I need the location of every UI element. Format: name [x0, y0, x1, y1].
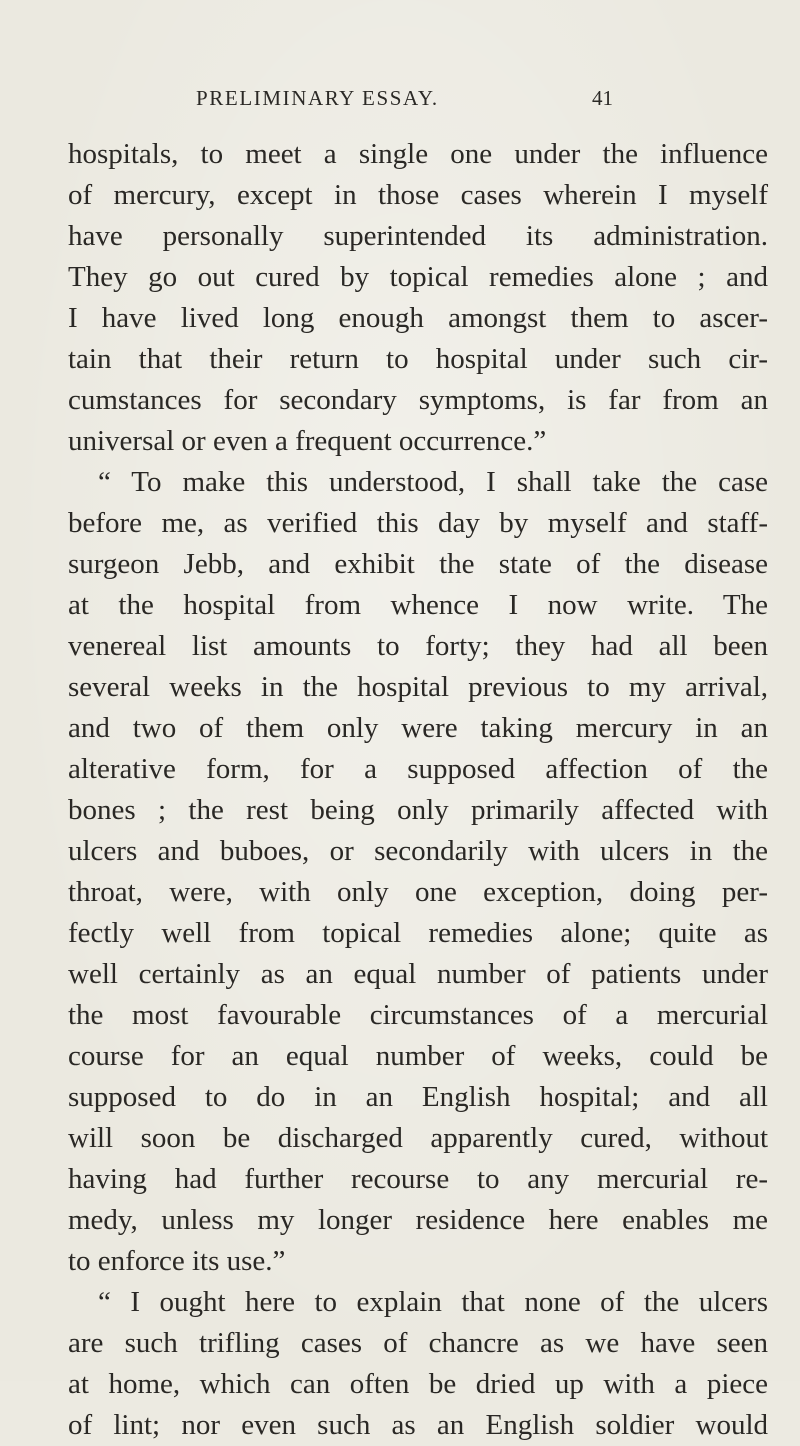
text-line: and two of them only were taking mercury in an [68, 712, 768, 744]
text-line: hospitals, to meet a single one under the influence [68, 138, 768, 170]
text-line: “ I ought here to explain that none of the ulcers [98, 1286, 768, 1318]
running-title: PRELIMINARY ESSAY. [196, 86, 439, 110]
text-line: I have lived long enough amongst them to ascer- [68, 302, 768, 334]
page-number: 41 [592, 86, 613, 110]
text-line: of lint; nor even such as an English soldier would [68, 1409, 768, 1441]
text-line: “ To make this understood, I shall take the case [98, 466, 768, 498]
text-line: will soon be discharged apparently cured, without [68, 1122, 768, 1154]
text-line: fectly well from topical remedies alone; quite as [68, 917, 768, 949]
text-line: course for an equal number of weeks, could be [68, 1040, 768, 1072]
text-line: alterative form, for a supposed affection of the [68, 753, 768, 785]
text-line: at home, which can often be dried up with a piece [68, 1368, 768, 1400]
body-text [68, 134, 768, 1446]
text-line: cumstances for secondary symptoms, is far from an [68, 384, 768, 416]
text-line: well certainly as an equal number of patients under [68, 958, 768, 990]
text-line: at the hospital from whence I now write. The [68, 589, 768, 621]
text-line: supposed to do in an English hospital; and all [68, 1081, 768, 1113]
text-line: ulcers and buboes, or secondarily with ulcers in the [68, 835, 768, 867]
text-line: tain that their return to hospital under such cir- [68, 343, 768, 375]
text-line: several weeks in the hospital previous to my arrival, [68, 671, 768, 703]
text-line: to enforce its use.” [68, 1245, 286, 1277]
page-header [0, 86, 800, 114]
text-line: venereal list amounts to forty; they had all been [68, 630, 768, 662]
text-line: surgeon Jebb, and exhibit the state of the disease [68, 548, 768, 580]
text-line: before me, as verified this day by myself and staff- [68, 507, 768, 539]
text-line: medy, unless my longer residence here enables me [68, 1204, 768, 1236]
text-line: the most favourable circumstances of a mercurial [68, 999, 768, 1031]
text-line: are such trifling cases of chancre as we have seen [68, 1327, 768, 1359]
text-line: of mercury, except in those cases wherein I myself [68, 179, 768, 211]
text-line: universal or even a frequent occurrence.” [68, 425, 547, 457]
text-line: bones ; the rest being only primarily affected with [68, 794, 768, 826]
text-line: have personally superintended its administration. [68, 220, 768, 252]
text-line: They go out cured by topical remedies alone ; and [68, 261, 768, 293]
text-line: throat, were, with only one exception, doing per- [68, 876, 768, 908]
text-line: having had further recourse to any mercurial re- [68, 1163, 768, 1195]
